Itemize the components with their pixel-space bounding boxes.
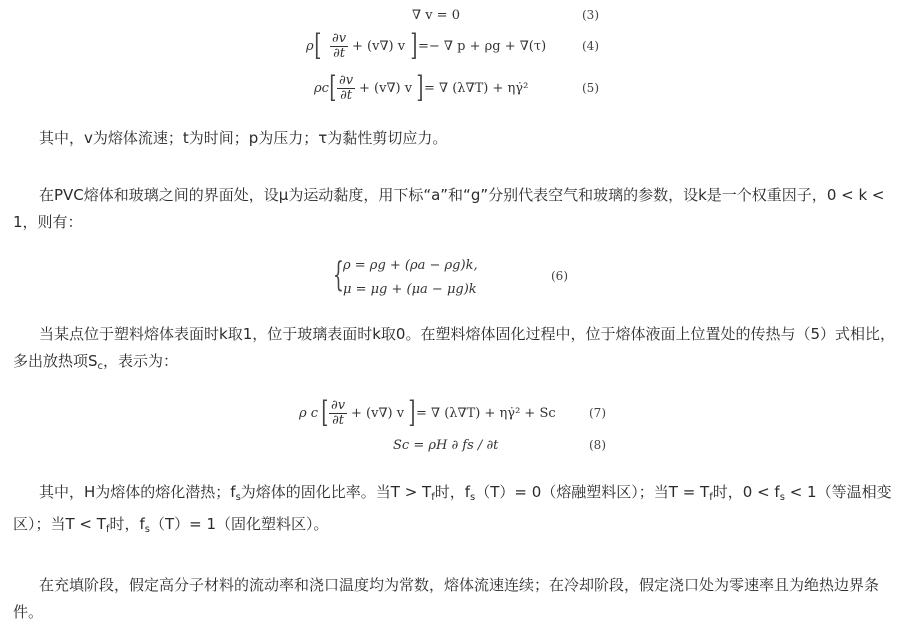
equation-4-fraction	[330, 32, 348, 61]
equation-7-open-bracket: [	[321, 395, 329, 430]
equation-7-number: (7)	[589, 406, 606, 420]
equation-5-rhs: = ∇ (λ∇T) + ηγ̇²	[424, 81, 529, 96]
equation-8-body: Sc = ρH ∂ fs / ∂t	[393, 438, 499, 453]
paragraph-1	[13, 125, 908, 152]
paragraph-5	[13, 572, 908, 626]
equation-6-number: (6)	[551, 269, 568, 283]
equation-4-frac-numerator: ∂v	[332, 31, 347, 46]
p4-t6: < 1（等温相变区）；当T < T	[13, 483, 892, 533]
equation-4	[306, 30, 606, 64]
equation-7-rhs: = ∇ (λ∇T) + ηγ̇² + Sc	[416, 406, 556, 421]
equation-3	[412, 9, 612, 22]
equation-5-prefix: ρc	[314, 81, 329, 96]
paragraph-3-text: 当某点位于塑料熔体表面时k取1，位于玻璃表面时k取0。在塑料熔体固化过程中，位于熔体液面上位置处的传热与（5）式相比，多出放热项S	[13, 325, 896, 370]
equation-7-frac-denominator: ∂t	[332, 413, 345, 428]
p4-s2: f	[431, 492, 435, 503]
equation-6-line-2: μ = μg + (μa − μg)k	[343, 282, 477, 297]
equation-4-prefix: ρ	[306, 39, 314, 54]
p4-t5: 时，0 < f	[712, 483, 780, 501]
p4-t3: 时，f	[434, 483, 471, 501]
equation-5-lhs: + (v∇) v	[359, 81, 413, 96]
paragraph-2-text: 在PVC熔体和玻璃之间的界面处，设μ为运动黏度，用下标“a”和“g”分别代表空气和玻璃的参数，设k是一个权重因子，0 < k < 1，则有：	[13, 186, 885, 231]
paragraph-2	[13, 182, 908, 236]
p4-t2: 为熔体的固化比率。当T > T	[240, 483, 432, 501]
equation-4-open-bracket: [	[314, 28, 322, 63]
equation-8	[393, 439, 623, 452]
equation-7-frac-numerator: ∂v	[331, 398, 346, 413]
equation-7	[299, 397, 619, 431]
p4-s5: s	[779, 492, 785, 503]
paragraph-3-text-end: ，表示为：	[103, 352, 179, 370]
equation-7-lhs: + (v∇) v	[351, 406, 405, 421]
p4-s4: f	[709, 492, 713, 503]
equation-8-number: (8)	[589, 438, 606, 452]
paragraph-3	[13, 321, 908, 380]
equation-7-prefix: ρ c	[299, 406, 319, 421]
paragraph-1-text: 其中，v为熔体流速；t为时间；p为压力；τ为黏性剪切应力。	[39, 129, 448, 147]
p4-t8: （T）= 1（固化塑料区）。	[149, 515, 329, 533]
equation-6	[333, 256, 593, 300]
equation-6-line-1: ρ = ρg + (ρa − ρg)k,	[343, 258, 478, 273]
paragraph-5-text: 在充填阶段，假定高分子材料的流动率和浇口温度均为常数，熔体流速连续；在冷却阶段，假定浇口处为零速率且为绝热边界条件。	[13, 576, 880, 621]
p4-s3: s	[470, 492, 476, 503]
equation-5-open-bracket: [	[329, 70, 337, 105]
paragraph-4	[13, 479, 908, 543]
equation-3-body: ∇ v = 0	[412, 8, 460, 23]
p4-t1: 其中，H为熔体的熔化潜热；f	[39, 483, 236, 501]
equation-4-rhs: =− ∇ p + ρg + ∇(τ)	[418, 39, 547, 54]
paragraph-3-subscript: c	[97, 361, 104, 372]
equation-7-fraction	[329, 399, 347, 428]
equation-5-close-bracket: ]	[416, 70, 424, 105]
p4-s7: s	[144, 524, 150, 535]
p4-s6: f	[105, 524, 110, 535]
equation-4-close-bracket: ]	[410, 28, 418, 63]
equation-4-number: (4)	[582, 39, 599, 53]
equation-6-brace: {	[333, 255, 344, 295]
equation-7-close-bracket: ]	[408, 395, 416, 430]
equation-5-fraction	[337, 74, 355, 103]
equation-5-frac-numerator: ∂v	[339, 73, 354, 88]
p4-t7: 时，f	[109, 515, 145, 533]
equation-5-number: (5)	[582, 81, 599, 95]
equation-4-lhs: + (v∇) v	[352, 39, 406, 54]
equation-5	[314, 72, 614, 106]
equation-5-frac-denominator: ∂t	[340, 88, 353, 103]
p4-t4: （T）= 0（熔融塑料区）；当T = T	[475, 483, 710, 501]
p4-s1: s	[235, 492, 241, 503]
equation-3-number: (3)	[582, 8, 599, 22]
equation-4-frac-denominator: ∂t	[333, 46, 346, 61]
